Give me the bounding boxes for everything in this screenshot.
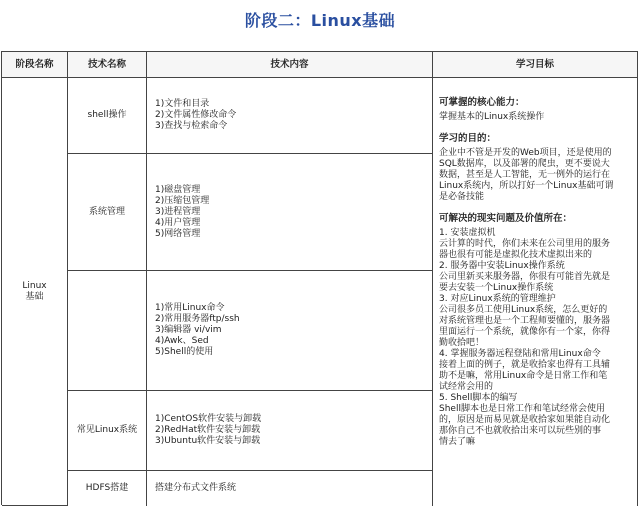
core-ability-text: 掌握基本的Linux系统操作 — [439, 112, 545, 122]
content-line: 3)查找与检索命令 — [155, 121, 228, 131]
content-line: 2)压缩包管理 — [155, 195, 210, 206]
issues-line: 公司里新买来服务器，你很有可能首先就是 — [439, 272, 611, 282]
issues-line: 情去了嘛 — [439, 437, 476, 447]
stage-name-line-1: Linux — [22, 280, 47, 291]
issues-line: 5. Shell脚本的编写 — [439, 393, 518, 403]
content-line: 3)进程管理 — [155, 206, 201, 217]
goal-cell — [433, 78, 638, 506]
content-line: 2)文件属性修改命令 — [155, 110, 237, 120]
header-tech: 技术名称 — [68, 52, 147, 78]
issues-line: 里面运行一个系统，就像你有一个家，你得 — [439, 327, 611, 337]
content-line: 2)RedHat软件安装与卸载 — [155, 425, 261, 435]
issues-line: 要去安装一个Linux操作系统 — [439, 283, 554, 293]
core-ability-heading: 可掌握的核心能力： — [439, 97, 525, 108]
tech-cell-commands — [68, 271, 147, 391]
purpose-line: 是必备技能 — [439, 192, 485, 202]
issues-line: 那你自己不也就收拾出来可以玩些别的事 — [439, 426, 602, 436]
purpose-line: 数据，甚至是人工智能，无一例外的运行在 — [439, 170, 611, 180]
purpose-line: SQL数据库，以及部署的爬虫，更不要说大 — [439, 159, 610, 169]
purpose-line: Linux系统内，所以打好一个Linux基础可谓 — [439, 181, 614, 191]
purpose-line: 企业中不管是开发的Web项目，还是使用的 — [439, 148, 612, 158]
content-cell-commands — [147, 271, 433, 391]
issues-line: 公司很多员工使用Linux系统，怎么更好的 — [439, 305, 608, 315]
curriculum-table — [1, 51, 638, 505]
issues-line: 接着上面的例子，就是收拾家也得有工具辅 — [439, 360, 611, 370]
content-line: 3)编辑器 vi/vim — [155, 325, 222, 335]
page-title: 阶段二：Linux基础 — [244, 11, 396, 30]
issues-line: 试经常会用的 — [439, 382, 494, 392]
stage-name-cell — [2, 78, 68, 506]
content-line: 1)文件和目录 — [155, 99, 210, 109]
issues-line: 1. 安装虚拟机 — [439, 228, 496, 238]
stage-name-line-2: 基础 — [25, 291, 44, 302]
issues-line: Shell脚本也是日常工作和笔试经常会使用 — [439, 404, 605, 414]
content-line: 5)网络管理 — [155, 228, 201, 239]
content-line: 1)磁盘管理 — [155, 184, 201, 195]
issues-line: 3. 对应Linux系统的管理维护 — [439, 294, 556, 304]
purpose-heading: 学习的目的： — [439, 133, 497, 144]
tech-cell-sysadmin: 系统管理 — [68, 154, 147, 271]
content-line: 2)常用服务器ftp/ssh — [155, 314, 240, 324]
content-line: 搭建分布式文件系统 — [155, 483, 237, 493]
issues-line: 器也很有可能是虚拟化技术虚拟出来的 — [439, 250, 593, 260]
issues-line: 助不是嘛，常用Linux命令是日常工作和笔 — [439, 371, 608, 381]
header-content: 技术内容 — [147, 52, 433, 78]
header-goal: 学习目标 — [433, 52, 638, 78]
tech-cell-shell: shell操作 — [68, 78, 147, 154]
tech-cell-hdfs: HDFS搭建 — [68, 471, 147, 506]
tech-cell-distros: 常见Linux系统 — [68, 391, 147, 471]
content-cell-shell — [147, 78, 433, 154]
issues-text — [439, 228, 631, 448]
content-line: 4)Awk、Sed — [155, 336, 209, 346]
issues-line: 2. 服务器中安装Linux操作系统 — [439, 261, 565, 271]
issues-line: 的，原因是而易见就是收拾家如果能自动化 — [439, 415, 611, 425]
content-line: 5)Shell的使用 — [155, 347, 214, 357]
content-cell-sysadmin — [147, 154, 433, 271]
content-line: 1)CentOS软件安装与卸载 — [155, 414, 262, 424]
content-line: 4)用户管理 — [155, 217, 201, 228]
purpose-text — [439, 148, 631, 203]
issues-line: 对系统管理也是一个工程师要懂的，服务器 — [439, 316, 611, 326]
issues-line: 4. 掌握服务器远程登陆和常用Linux命令 — [439, 349, 601, 359]
issues-line: 云计算的时代，你们未来在公司里用的服务 — [439, 239, 611, 249]
content-line: 3)Ubuntu软件安装与卸载 — [155, 436, 261, 446]
content-cell-hdfs — [147, 471, 433, 506]
header-stage: 阶段名称 — [2, 52, 68, 78]
issues-heading: 可解决的现实问题及价值所在： — [439, 213, 573, 224]
content-line: 1)常用Linux命令 — [155, 303, 225, 313]
content-cell-distros — [147, 391, 433, 471]
issues-line: 勤收拾吧！ — [439, 338, 485, 348]
